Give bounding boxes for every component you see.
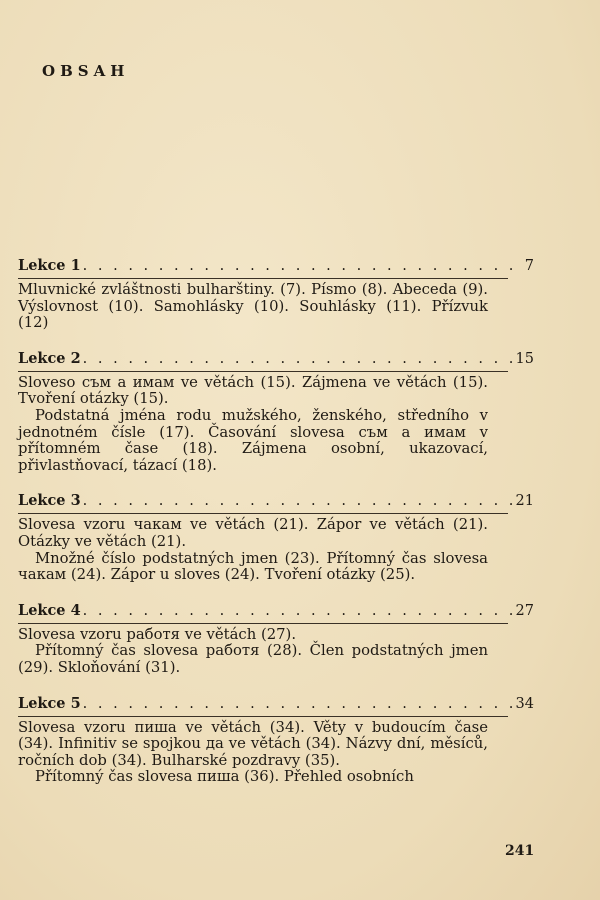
lesson-title: Lekce 2 — [18, 349, 81, 367]
toc-entry — [18, 694, 534, 786]
lesson-topics: Podstatná jména rodu mužského, ženského, středního v jednotném čísle (17). Časování slovesa съм a имам v přítomném čase (18). Zájmena osobní, ukazovací, přivlastňovací, tázací (18). — [18, 406, 488, 474]
toc-entry-heading — [18, 349, 534, 370]
lesson-page-number: 7 — [524, 258, 534, 274]
lesson-topics: Slovesa vzoru работя ve větách (27). — [18, 625, 297, 643]
page-title: OBSAH — [42, 62, 130, 80]
lesson-topics: Mluvnické zvláštnosti bulharštiny. (7). Písmo (8). Abeceda (9). Výslovnost (10). Samohlásky (10). Souhlásky (11). Přízvuk (12) — [18, 281, 488, 332]
dot-leader — [83, 257, 521, 276]
lesson-title: Lekce 4 — [18, 601, 81, 619]
lesson-title: Lekce 3 — [18, 492, 81, 510]
lesson-title: Lekce 5 — [18, 694, 81, 712]
divider — [18, 716, 508, 717]
dot-leader — [83, 695, 512, 714]
toc-entry-heading — [18, 694, 534, 715]
lesson-page-number: 27 — [515, 602, 534, 619]
divider — [18, 513, 508, 514]
toc-entry — [18, 349, 534, 475]
lesson-topics: Slovesa vzoru чакам ve větách (21). Zápor ve větách (21). Otázky ve větách (21). — [18, 516, 488, 550]
dot-leader — [83, 492, 512, 511]
lesson-topics: Množné číslo podstatných jmen (23). Přítomný čas slovesa чакам (24). Zápor u sloves (24). Tvoření otázky (25). — [18, 549, 488, 584]
toc-entry-heading — [18, 601, 534, 622]
divider — [18, 278, 508, 279]
toc-entry — [18, 256, 534, 332]
lesson-page-number: 21 — [515, 493, 534, 510]
lesson-title: Lekce 1 — [18, 257, 81, 274]
toc-entry — [18, 491, 534, 583]
dot-leader — [83, 602, 512, 621]
toc-entry-heading — [18, 491, 534, 512]
toc-entry — [18, 601, 534, 677]
lesson-page-number: 15 — [515, 350, 534, 367]
lesson-topics: Přítomný čas slovesa работя (28). Člen podstatných jmen (29). Skloňování (31). — [18, 642, 488, 676]
lesson-page-number: 34 — [515, 695, 534, 712]
page-number: 241 — [505, 843, 535, 859]
divider — [18, 623, 508, 624]
divider — [18, 371, 508, 372]
toc-entry-heading — [18, 256, 534, 277]
lesson-topics: Slovesa vzoru пиша ve větách (34). Věty v budoucím čase (34). Infinitiv se spojkou да ve větách (34). Názvy dní, měsíců, ročních dob (34). Bulharské pozdravy (35). — [18, 718, 488, 769]
table-of-contents — [18, 256, 534, 803]
dot-leader — [83, 350, 512, 369]
lesson-topics: Sloveso съм a имам ve větách (15). Zájmena ve větách (15). Tvoření otázky (15). — [18, 373, 488, 408]
lesson-topics: Přítomný čas slovesa пиша (36). Přehled osobních — [35, 768, 414, 786]
